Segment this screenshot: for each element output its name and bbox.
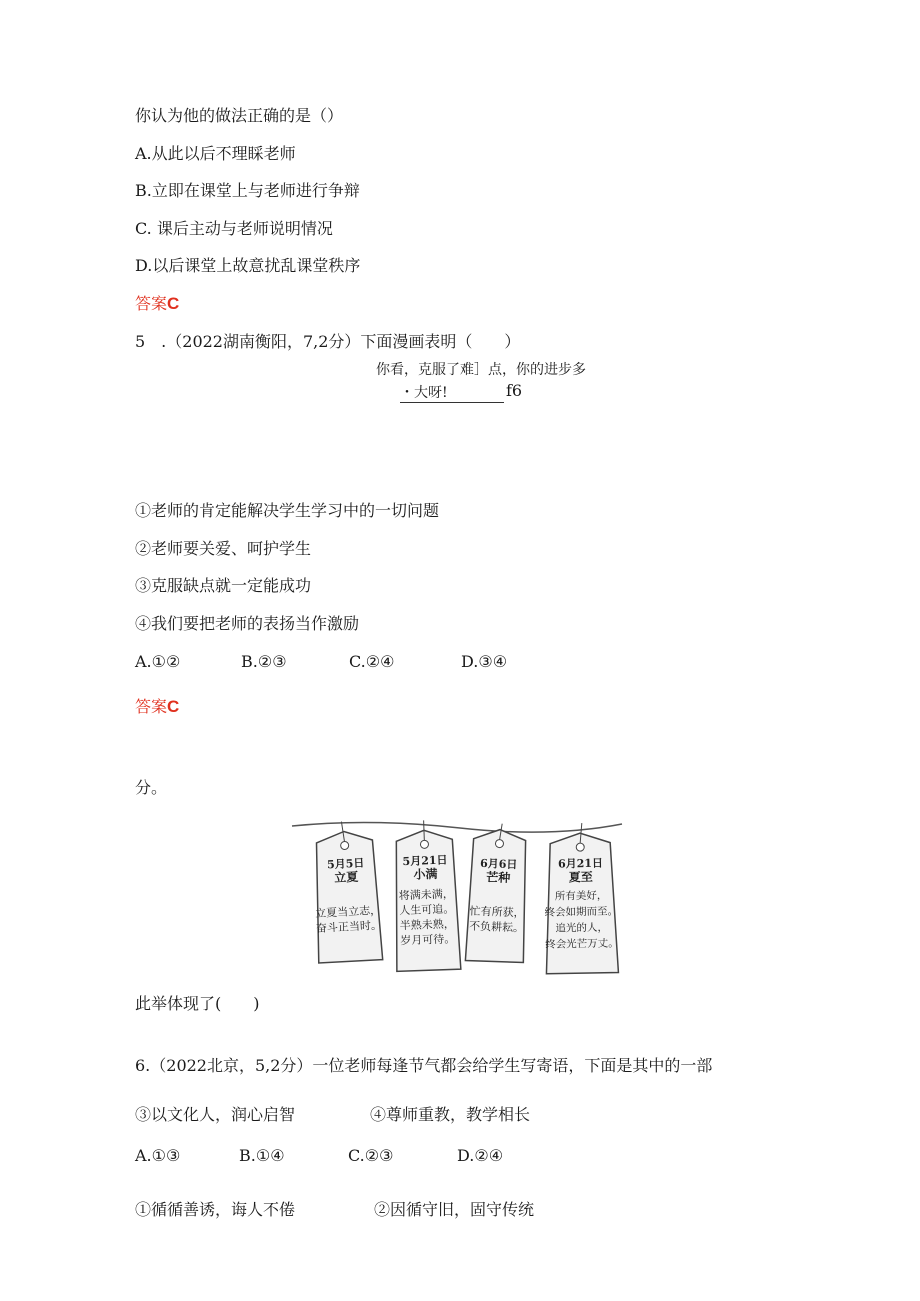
q6-choice-b: B.①④ xyxy=(239,1146,285,1165)
comic-tag: f6 xyxy=(506,381,523,400)
q4-option-d: D.以后课堂上故意扰乱课堂秩序 xyxy=(135,256,361,275)
tag4-line2: 终会如期而至。 xyxy=(544,905,619,919)
q5-choice-c: C.②④ xyxy=(349,652,395,671)
answer-letter: C xyxy=(167,697,180,716)
tag1-term: 立夏 xyxy=(333,869,359,886)
q6-statement-3: ③以文化人，润心启智 xyxy=(135,1105,296,1124)
tag2-line2: 人生可追。 xyxy=(399,902,455,918)
q5-choice-b: B.②③ xyxy=(241,652,287,671)
q5-choice-a: A.①② xyxy=(135,652,181,671)
tag1-line1: 立夏当立志， xyxy=(314,903,382,921)
q4-option-b: B.立即在课堂上与老师进行争辩 xyxy=(135,181,360,200)
tag4-line1: 所有美好， xyxy=(554,889,608,903)
tag4-line3: 追光的人， xyxy=(555,921,609,935)
q5-statement-4: ④我们要把老师的表扬当作激励 xyxy=(135,614,360,633)
answer-label: 答案 xyxy=(135,699,168,716)
q5-stem: 5 .（2022湖南衡阳，7,2分）下面漫画表明（ ） xyxy=(135,332,521,351)
tag3-line1: 忙有所获， xyxy=(469,904,525,920)
tag-xiazhi xyxy=(543,822,619,973)
q6-statement-4: ④尊师重教，教学相长 xyxy=(370,1105,531,1124)
q6-question: 此举体现了( ) xyxy=(135,994,260,1013)
q6-choice-a: A.①③ xyxy=(135,1146,181,1165)
q6-statement-2: ②因循守旧，固守传统 xyxy=(374,1200,535,1219)
q6-fragment: 分。 xyxy=(135,778,168,797)
q4-answer xyxy=(135,294,179,315)
solar-term-tags-figure xyxy=(290,812,630,982)
tag3-date: 6月6日 xyxy=(479,856,518,872)
tag2-line1: 将满未满， xyxy=(398,887,454,903)
q4-option-a: A.从此以后不理睬老师 xyxy=(135,144,296,163)
tag3-term: 芒种 xyxy=(486,870,511,885)
tag2-term: 小满 xyxy=(413,866,438,882)
comic-underline: ・大呀! xyxy=(400,384,504,403)
comic-speech-line2 xyxy=(400,384,506,403)
q5-statement-1: ①老师的肯定能解决学生学习中的一切问题 xyxy=(135,501,440,520)
tag2-date: 5月21日 xyxy=(402,853,448,869)
answer-label: 答案 xyxy=(135,296,168,313)
q6-stem: 6.（2022北京，5,2分）一位老师每逢节气都会给学生写寄语，下面是其中的一部 xyxy=(135,1056,713,1075)
tag1-date: 5月5日 xyxy=(326,856,365,872)
tag2-line4: 岁月可待。 xyxy=(400,932,456,948)
q4-option-c: C. 课后主动与老师说明情况 xyxy=(135,219,333,238)
q6-choice-d: D.②④ xyxy=(457,1146,504,1165)
tag-mangzhong xyxy=(465,823,528,963)
q5-answer xyxy=(135,697,179,718)
tag-lixia xyxy=(310,820,383,963)
q5-choice-d: D.③④ xyxy=(461,652,508,671)
tag3-line2: 不负耕耘。 xyxy=(468,919,525,935)
tag4-term: 夏至 xyxy=(568,869,593,885)
tag4-line4: 终会光芒万丈。 xyxy=(545,937,619,951)
q6-choice-c: C.②③ xyxy=(348,1146,394,1165)
tag4-date: 6月21日 xyxy=(557,856,604,871)
q6-statement-1: ①循循善诱，诲人不倦 xyxy=(135,1200,296,1219)
tag-xiaoman xyxy=(392,819,461,971)
q5-statement-3: ③克服缺点就一定能成功 xyxy=(135,576,312,595)
q4-stem: 你认为他的做法正确的是（） xyxy=(135,106,344,125)
tag1-line2: 奋斗正当时。 xyxy=(315,918,383,936)
comic-speech-line1: 你看，克服了难］点，你的进步多 xyxy=(376,362,586,378)
answer-letter: C xyxy=(167,294,180,313)
tag2-line3: 半熟未熟， xyxy=(399,917,455,933)
q5-statement-2: ②老师要关爱、呵护学生 xyxy=(135,539,312,558)
